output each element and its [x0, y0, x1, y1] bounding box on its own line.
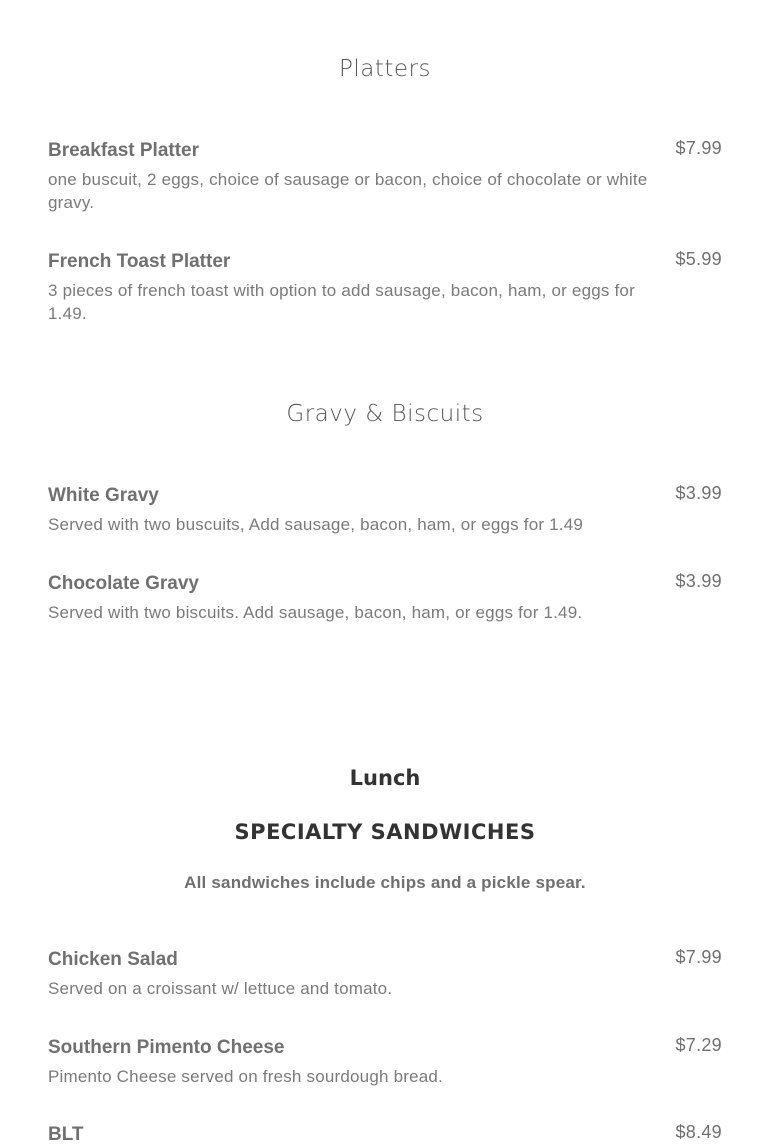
- item-name: Southern Pimento Cheese: [48, 1037, 285, 1058]
- item-price: $7.99: [675, 947, 722, 967]
- item-name: Chicken Salad: [48, 949, 178, 970]
- item-price: $3.99: [675, 571, 722, 591]
- item-description: 3 pieces of french toast with option to add sausage, bacon, ham, or eggs for 1.49.: [48, 281, 635, 323]
- menu-item-chocolate-gravy: [48, 573, 722, 624]
- lunch-note: All sandwiches include chips and a pickle spear.: [184, 873, 586, 892]
- item-description: Served with two biscuits. Add sausage, bacon, ham, or eggs for 1.49.: [48, 603, 583, 622]
- menu-item-french-toast-platter: [48, 251, 722, 325]
- item-price: $7.99: [675, 138, 722, 158]
- item-price: $3.99: [675, 483, 722, 503]
- lunch-title: Lunch: [349, 766, 421, 790]
- item-name: White Gravy: [48, 485, 159, 506]
- section-title-gravy-biscuits: Gravy & Biscuits: [286, 401, 484, 427]
- item-description: Pimento Cheese served on fresh sourdough bread.: [48, 1067, 443, 1086]
- item-name: BLT: [48, 1124, 84, 1145]
- menu-item-southern-pimento-cheese: [48, 1037, 722, 1088]
- lunch-subtitle: SPECIALTY SANDWICHES: [234, 820, 536, 844]
- section-title-platters: Platters: [339, 56, 431, 82]
- item-name: French Toast Platter: [48, 251, 231, 272]
- menu-item-breakfast-platter: [48, 140, 722, 214]
- item-price: $5.99: [675, 249, 722, 269]
- item-description: one buscuit, 2 eggs, choice of sausage or bacon, choice of chocolate or white gravy.: [48, 170, 648, 212]
- menu-item-chicken-salad: [48, 949, 722, 1000]
- item-name: Breakfast Platter: [48, 140, 200, 161]
- item-description: Served with two buscuits, Add sausage, bacon, ham, or eggs for 1.49: [48, 515, 584, 534]
- item-name: Chocolate Gravy: [48, 573, 199, 594]
- item-description: Served on a croissant w/ lettuce and tomato.: [48, 979, 393, 998]
- item-price: $7.29: [675, 1035, 722, 1055]
- menu-item-white-gravy: [48, 485, 722, 536]
- item-price: $8.49: [675, 1122, 722, 1142]
- menu-item-blt: [48, 1124, 722, 1146]
